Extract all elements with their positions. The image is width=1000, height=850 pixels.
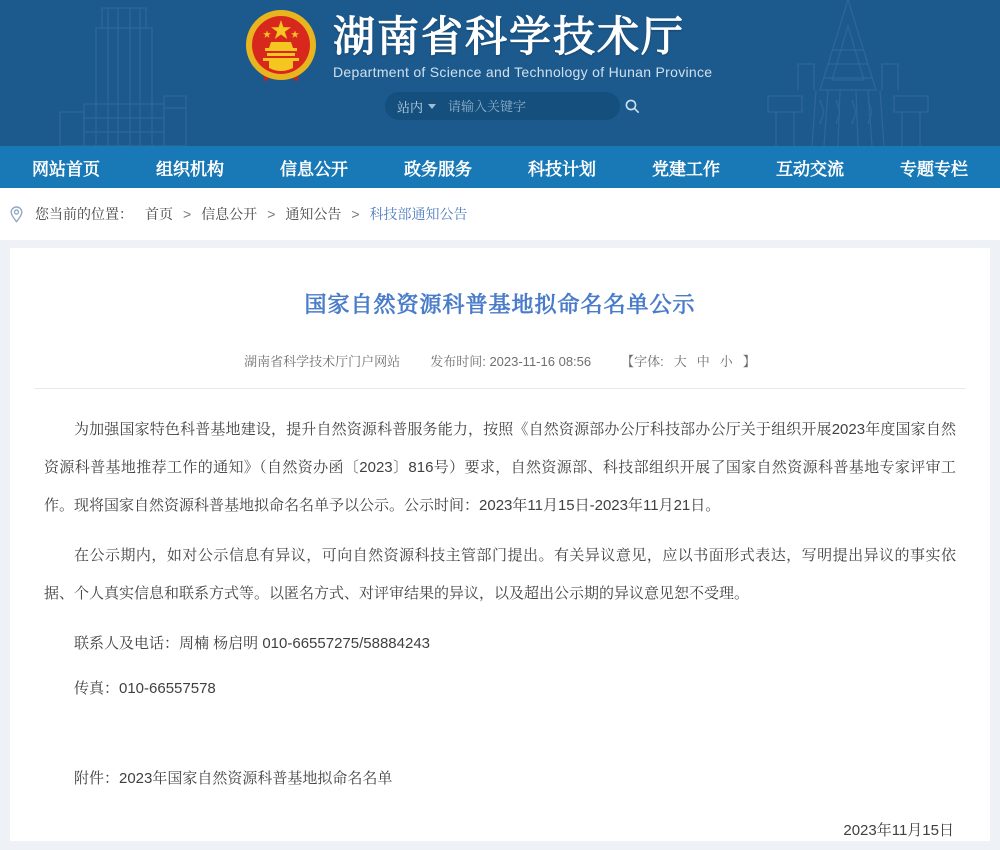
font-size-control bbox=[621, 351, 756, 370]
paragraph: 在公示期内，如对公示信息有异议，可向自然资源科技主管部门提出。有关异议意见，应以书面形式表达，写明提出异议的事实依据、个人真实信息和联系方式等。以匿名方式、对评审结果的异议，以及超出公示期的异议意见恕不受理。 bbox=[44, 547, 956, 602]
article-body bbox=[34, 389, 966, 850]
main-nav bbox=[0, 146, 1000, 188]
building-tower-right-art bbox=[758, 0, 938, 146]
article-title: 国家自然资源科普基地拟命名名单公示 bbox=[304, 292, 696, 317]
breadcrumb-label: 您当前的位置： bbox=[35, 206, 133, 222]
publish-time-label: 发布时间: bbox=[430, 354, 486, 369]
nav-item-sci-tech-plans[interactable]: 科技计划 bbox=[528, 159, 596, 179]
attachment-line: 附件：2023年国家自然资源科普基地拟命名名单 bbox=[74, 770, 393, 787]
breadcrumb bbox=[0, 188, 1000, 240]
search-button[interactable] bbox=[624, 98, 640, 114]
breadcrumb-separator: > bbox=[267, 206, 276, 222]
nav-item-organization[interactable]: 组织机构 bbox=[156, 159, 224, 179]
site-header bbox=[0, 0, 1000, 146]
publish-time-value: 2023-11-16 08:56 bbox=[489, 354, 592, 369]
chevron-down-icon bbox=[428, 104, 436, 109]
breadcrumb-home[interactable]: 首页 bbox=[145, 206, 173, 222]
font-size-small-button[interactable]: 小 bbox=[719, 354, 733, 369]
publish-time bbox=[430, 351, 591, 370]
nav-item-gov-services[interactable]: 政务服务 bbox=[404, 159, 472, 179]
breadcrumb-notices[interactable]: 通知公告 bbox=[285, 206, 342, 222]
nav-item-party-building[interactable]: 党建工作 bbox=[652, 159, 720, 179]
font-size-close-bracket: 】 bbox=[742, 354, 756, 369]
contact-line: 联系人及电话：周楠 杨启明 010-66557275/58884243 bbox=[74, 635, 431, 652]
brand-text bbox=[333, 8, 712, 80]
breadcrumb-separator: > bbox=[183, 206, 192, 222]
content-area bbox=[0, 240, 1000, 841]
nav-item-info-disclosure[interactable]: 信息公开 bbox=[280, 159, 348, 179]
search-bar bbox=[385, 92, 620, 120]
article-card bbox=[10, 248, 990, 841]
national-emblem-icon bbox=[243, 8, 319, 84]
fax-line: 传真：010-66557578 bbox=[74, 680, 216, 697]
search-input[interactable] bbox=[448, 99, 624, 114]
search-scope-label: 站内 bbox=[397, 99, 424, 115]
article-source: 湖南省科学技术厅门户网站 bbox=[244, 354, 401, 369]
nav-item-special-topics[interactable]: 专题专栏 bbox=[900, 159, 968, 179]
breadcrumb-info-disclosure[interactable]: 信息公开 bbox=[201, 206, 258, 222]
font-size-open-bracket: 【字体: bbox=[621, 354, 664, 369]
font-size-medium-button[interactable]: 中 bbox=[696, 354, 710, 369]
nav-item-interaction[interactable]: 互动交流 bbox=[776, 159, 844, 179]
site-title: 湖南省科学技术厅 bbox=[333, 13, 686, 60]
building-skyline-left-art bbox=[58, 0, 188, 146]
breadcrumb-current: 科技部通知公告 bbox=[369, 206, 468, 222]
nav-item-home[interactable]: 网站首页 bbox=[32, 159, 100, 179]
paragraph: 为加强国家特色科普基地建设，提升自然资源科普服务能力，按照《自然资源部办公厅科技部办公厅关于组织开展2023年度国家自然资源科普基地推荐工作的通知》（自然资办函〔2023〕816号）要求，自然资源部、科技部组织开展了国家自然资源科普基地专家评审工作。现将国家自然资源科普基地拟命名名单予以公示。公示时间：2023年11月15日-2023年11月21日。 bbox=[44, 421, 956, 514]
search-icon bbox=[624, 98, 640, 114]
article-date: 2023年11月15日 bbox=[843, 822, 954, 839]
article-meta bbox=[34, 351, 966, 370]
breadcrumb-separator: > bbox=[351, 206, 360, 222]
site-subtitle: Department of Science and Technology of Hunan Province bbox=[333, 64, 713, 80]
site-logo[interactable] bbox=[243, 8, 712, 84]
font-size-large-button[interactable]: 大 bbox=[673, 354, 687, 369]
location-pin-icon bbox=[10, 206, 23, 223]
search-scope-dropdown[interactable] bbox=[397, 97, 436, 116]
